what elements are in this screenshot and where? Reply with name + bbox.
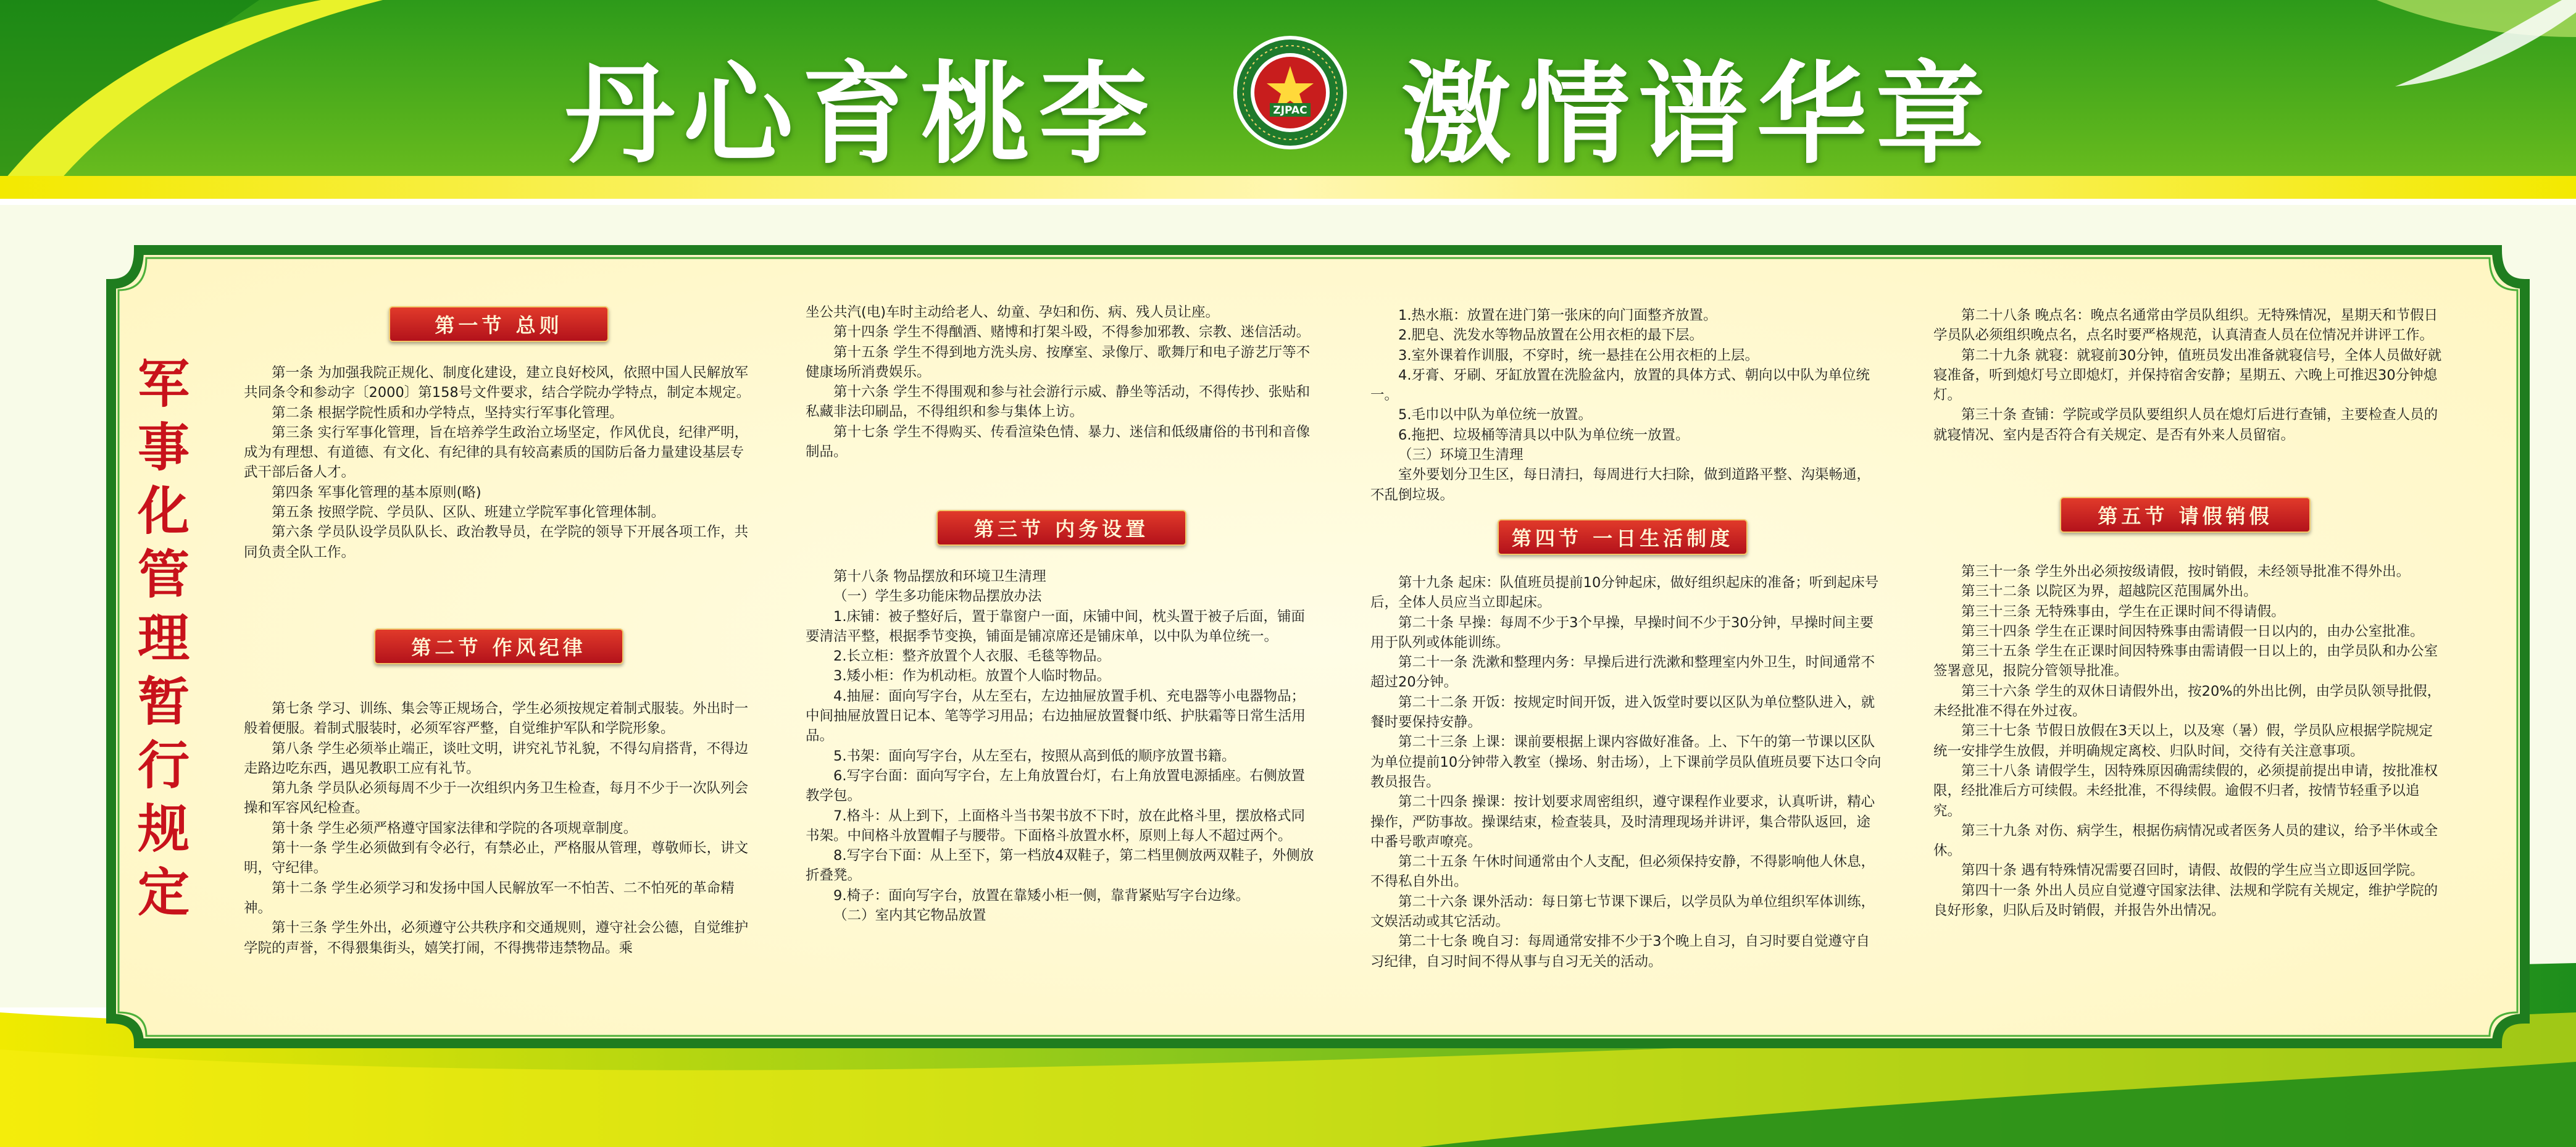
article: 3.室外课着作训服，不穿时，统一悬挂在公用衣柜的上层。 [1398,347,1759,364]
section-heading-1: 第一节 总则 [389,306,609,342]
article: 8.写字台下面：从上至下，第一档放4双鞋子，第二档里侧放两双鞋子，外侧放折叠凳。 [806,848,1314,884]
article: 第三十七条 节假日放假在3天以上，以及寒（暑）假，学员队应根据学院规定统一安排学生放假，并明确规定离校、归队时间，交待有关注意事项。 [1933,723,2433,759]
article: 第二十四条 操课：按计划要求周密组织，遵守课程作业要求，认真听讲，精心操作，严防事故。操课结束，检查装具，及时清理现场并讲评，集合带队返回，途中番号歌声嘹亮。 [1370,794,1875,850]
title-left: 丹心育桃李 [565,51,1157,178]
article: 第二十六条 课外活动：每日第七节课下课后，以学员队为单位组织军体训练，文娱活动或其它活动。 [1370,893,1875,930]
article: 第三十一条 学生外出必须按级请假，按时销假，未经领导批准不得外出。 [1961,564,2411,580]
article: （一）学生多功能床物品摆放办法 [833,588,1042,605]
side-title-char: 定 [137,862,190,923]
article: 第三十八条 请假学生，因特殊原因确需续假的，必须提前提出申请，按批准权限，经批准后方可续假。未经批准，不得续假。逾假不归者，按情节轻重予以追究。 [1933,762,2438,819]
article: 第十二条 学生必须学习和发扬中国人民解放军一不怕苦、二不怕死的革命精神。 [244,880,735,916]
article: 第六条 学员队设学员队队长、政治教导员，在学院的领导下开展各项工作，共同负责全队工作。 [244,524,749,561]
side-title-char: 暂 [137,671,190,732]
section-2-text [244,699,753,980]
side-title-char: 军 [137,353,190,414]
section-4-continued-text [1933,306,2446,478]
article: 9.椅子：面向写字台，放置在靠矮小柜一侧，靠背紧贴写字台边缘。 [833,887,1249,904]
article: 第十九条 起床：队值班员提前10分钟起床，做好组织起床的准备；听到起床号后，全体人员应当立即起床。 [1370,575,1879,611]
article: 第五条 按照学院、学员队、区队、班建立学院军事化管理体制。 [272,504,665,521]
side-title-char: 管 [137,544,190,605]
article: （二）室内其它物品放置 [833,907,986,924]
side-title-char: 行 [137,735,190,796]
article: 6.拖把、垃圾桶等清具以中队为单位统一放置。 [1398,427,1690,443]
article: 第三十四条 学生在正课时间因特殊事由需请假一日以内的，由办公室批准。 [1961,623,2424,640]
article: 第四十条 遇有特殊情况需要召回时，请假、故假的学生应当立即返回学院。 [1961,862,2424,879]
article: 第一条 为加强我院正规化、制度化建设，建立良好校风，依照中国人民解放军共同条令和参动字〔2000〕第158号文件要求，结合学院办学特点，制定本规定。 [244,365,751,401]
article: 第八条 学生必须举止端正，谈吐文明，讲究礼节礼貌，不得勾肩搭背，不得边走路边吃东西，遇见教职工应有礼节。 [244,740,749,777]
section-heading-5: 第五节 请假销假 [2060,497,2311,533]
article: 第三十条 查铺：学院或学员队要组织人员在熄灯后进行查铺，主要检查人员的就寝情况、室内是否符合有关规定、是否有外来人员留宿。 [1933,407,2438,443]
article: 第十条 学生必须严格遵守国家法律和学院的各项规章制度。 [272,820,638,836]
article: 6.写字台面：面向写字台，左上角放置台灯，右上角放置电源插座。右侧放置教学包。 [806,767,1305,804]
article: （三）环境卫生清理 [1398,447,1524,464]
article: 4.牙膏、牙刷、牙缸放置在洗脸盆内，放置的具体方式、朝向以中队为单位统一。 [1370,367,1870,404]
article: 4.抽屉：面向写字台，从左至右，左边抽屉放置手机、充电器等小电器物品；中间抽屉放置日记本、笔等学习用品；右边抽屉放置餐巾纸、护肤霜等日常生活用品。 [806,688,1306,745]
article: 第二十八条 晚点名：晚点名通常由学员队组织。无特殊情况，星期天和节假日学员队必须组织晚点名，点名时要严格规范，认真清查人员在位情况并讲评工作。 [1933,307,2438,344]
article: 第三十二条 以院区为界，超越院区范围属外出。 [1961,583,2257,600]
article: 第十五条 学生不得到地方洗头房、按摩室、录像厅、歌舞厅和电子游艺厅等不健康场所消费娱乐。 [806,344,1311,380]
section-3-text [806,567,1318,962]
article: 第四十一条 外出人员应自觉遵守国家法律、法规和学院有关规定，维护学院的良好形象，归队后及时销假，并报告外出情况。 [1933,882,2438,919]
side-title-char: 规 [137,798,190,859]
article: 第七条 学习、训练、集会等正规场合，学生必须按规定着制式服装。外出时一般着便服。着制式服装时，必须军容严整，自觉维护军队和学院形象。 [244,701,749,737]
article: 第二十二条 开饭：按规定时间开饭，进入饭堂时要以区队为单位整队进入，就餐时要保持安静。 [1370,694,1875,731]
side-title-char: 化 [137,480,190,541]
emblem-text: ZJPAC [1273,104,1307,117]
article: 室外要划分卫生区，每日清扫，每周进行大扫除，做到道路平整、沟渠畅通，不乱倒垃圾。 [1370,467,1871,503]
article: 第九条 学员队必须每周不少于一次组织内务卫生检查，每月不少于一次队列会操和军容风纪检查。 [244,780,749,817]
title-right: 激情谱华章 [1401,51,1994,178]
article: 第二十五条 午休时间通常由个人支配，但必须保持安静，不得影响他人休息，不得私自外出。 [1370,854,1875,890]
section-heading-2: 第二节 作风纪律 [374,628,623,664]
article: 第十八条 物品摆放和环境卫生清理 [833,569,1046,585]
article: 第三十五条 学生在正课时间因特殊事由需请假一日以上的，由学员队和办公室签署意见，报院分管领导批准。 [1933,643,2438,680]
side-title-char: 事 [137,417,190,478]
article: 1.热水瓶：放置在进门第一张床的向门面整齐放置。 [1398,307,1717,323]
section-1-text [244,363,753,591]
article: 5.书架：面向写字台，从左至右，按照从高到低的顺序放置书籍。 [833,748,1236,764]
article: 2.长立柜：整齐放置个人衣服、毛毯等物品。 [833,648,1111,665]
section-2-continued-text [806,302,1318,491]
article: 3.矮小柜：作为机动柜。放置个人临时物品。 [833,668,1111,685]
article: 第二十条 早操：每周不少于3个早操，早操时间不少于30分钟，早操时间主要用于队列或体能训练。 [1370,614,1874,651]
article: 坐公共汽(电)车时主动给老人、幼童、孕妇和伤、病、残人员让座。 [806,304,1220,320]
article: 7.格斗：从上到下，上面格斗当书架书放不下时，放在此格斗里，摆放格式同书架。中间格斗放置帽子与腰带。下面格斗放置水杯，原则上每人不超过两个。 [806,807,1305,844]
side-title-char: 理 [137,607,190,669]
article: 第十一条 学生必须做到有令必行，有禁必止，严格服从管理，尊敬师长，讲文明，守纪律。 [244,840,749,877]
article: 第三条 实行军事化管理，旨在培养学生政治立场坚定，作风优良，纪律严明，成为有理想、有道德、有文化、有纪律的具有较高素质的国防后备力量建设基层专武干部后备人才。 [244,424,749,481]
article: 第二十七条 晚自习：每周通常安排不少于3个晚上自习，自习时要自觉遵守自习纪律，自习时间不得从事与自习无关的活动。 [1370,933,1870,970]
side-title [133,352,194,924]
article: 1.床铺：被子整好后，置于靠窗户一面，床铺中间，枕头置于被子后面，铺面要清洁平整，根据季节变换，铺面是铺凉席还是铺床单，以中队为单位统一。 [806,608,1305,644]
article: 第三十三条 无特殊事由，学生在正课时间不得请假。 [1961,603,2285,620]
section-heading-4: 第四节 一日生活制度 [1498,519,1748,555]
article: 第十四条 学生不得酗酒、赌博和打架斗殴，不得参加邪教、宗教、迷信活动。 [833,324,1311,341]
school-emblem-logo [1232,34,1349,151]
article: 第二十九条 就寝：就寝前30分钟，值班员发出准备就寝信号，全体人员做好就寝准备，听到熄灯号立即熄灯，并保持宿舍安静；星期五、六晚上可推迟30分钟熄灯。 [1933,347,2442,404]
section-heading-3: 第三节 内务设置 [936,510,1186,546]
article: 第十七条 学生不得购买、传看渲染色情、暴力、迷信和低级庸俗的书刊和音像制品。 [806,423,1311,461]
section-3-continued-text [1370,306,1883,506]
article: 第三十九条 对伤、病学生，根据伤病情况或者医务人员的建议，给予半休或全休。 [1933,822,2438,859]
article: 第二条 根据学院性质和办学特点，坚持实行军事化管理。 [272,404,623,421]
article: 第二十三条 上课：课前要根据上课内容做好准备。上、下午的第一节课以区队为单位提前10分钟带入教室（操场、射击场），上下课前学员队值班员要下达口令向教员报告。 [1370,734,1882,790]
section-4-text [1370,573,1883,974]
article: 第十三条 学生外出，必须遵守公共秩序和交通规则，遵守社会公德，自觉维护学院的声誉，不得猥集街头，嬉笑打闹，不得携带违禁物品。乘 [244,920,749,956]
article: 5.毛巾以中队为单位统一放置。 [1398,407,1592,423]
article: 第二十一条 洗漱和整理内务：早操后进行洗漱和整理室内外卫生，时间通常不超过20分钟。 [1370,654,1875,691]
article: 第四条 军事化管理的基本原则(略) [272,484,481,501]
article: 第十六条 学生不得围观和参与社会游行示威、静坐等活动，不得传抄、张贴和私藏非法印刷品，不得组织和参与集体上访。 [806,384,1311,420]
article: 第三十六条 学生的双休日请假外出，按20%的外出比例，由学员队领导批假，未经批准不得在外过夜。 [1933,683,2441,720]
article: 2.肥皂、洗发水等物品放置在公用衣柜的最下层。 [1398,327,1703,344]
section-5-text [1933,562,2446,982]
